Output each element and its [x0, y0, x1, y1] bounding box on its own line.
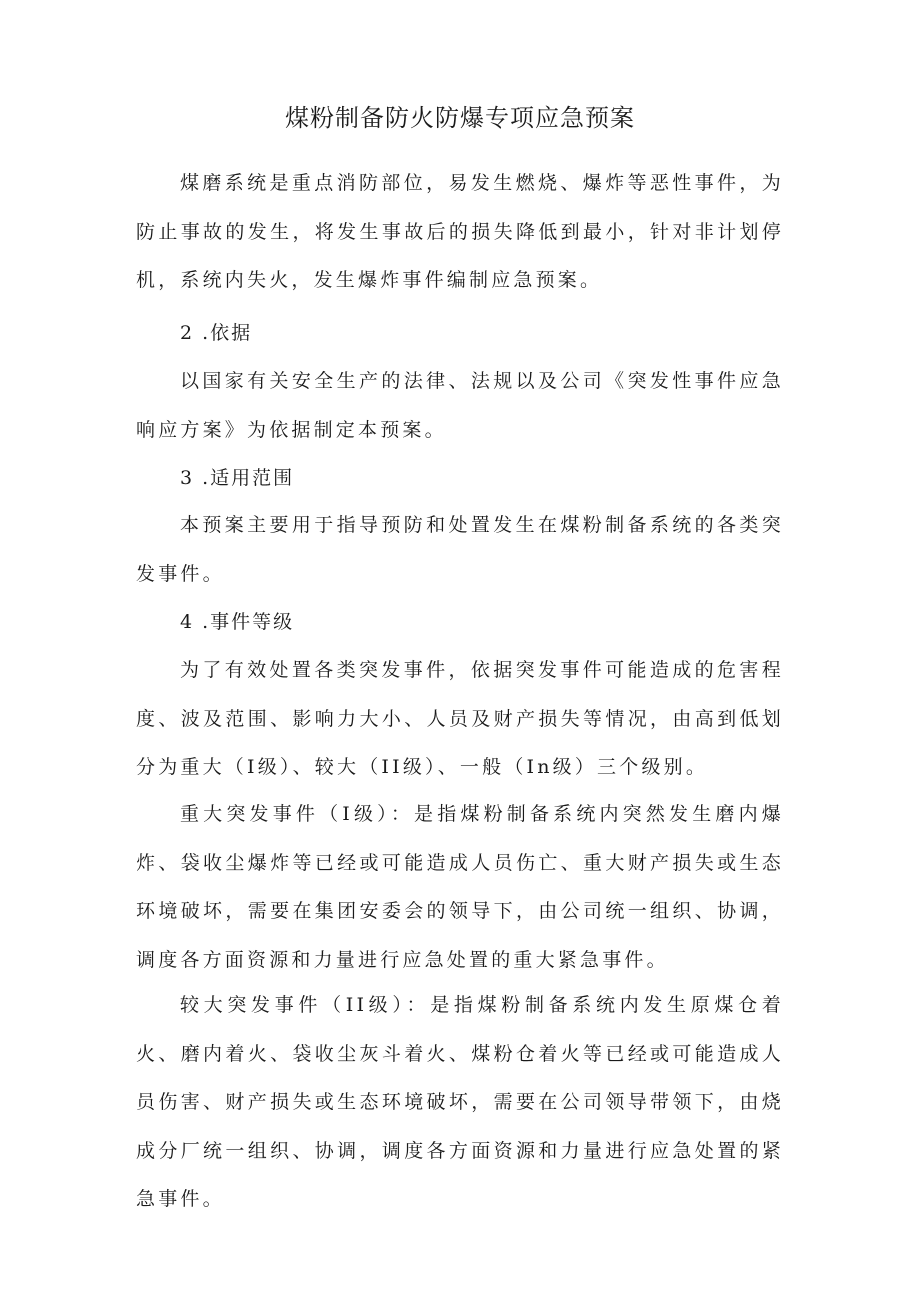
level-2-paragraph: 较大突发事件（II级）：是指煤粉制备系统内发生原煤仓着火、磨内着火、袋收尘灰斗着火、煤粉仓着火等已经或可能造成人员伤害、财产损失或生态环境破坏，需要在公司领导带领下，由烧成分厂统一组织、协调，调度各方面资源和力量进行应急处置的紧急事件。 [136, 994, 784, 1210]
section-2-paragraph: 以国家有关安全生产的法律、法规以及公司《突发性事件应急响应方案》为依据制定本预案。 [136, 370, 784, 441]
level-1-paragraph: 重大突发事件（I级）：是指煤粉制备系统内突然发生磨内爆炸、袋收尘爆炸等已经或可能造成人员伤亡、重大财产损失或生态环境破坏，需要在集团安委会的领导下，由公司统一组织、协调，调度各方面资源和力量进行应急处置的重大紧急事件。 [136, 803, 784, 971]
section-3-heading: 3 .适用范围 [180, 467, 295, 489]
intro-paragraph: 煤磨系统是重点消防部位，易发生燃烧、爆炸等恶性事件，为防止事故的发生，将发生事故后的损失降低到最小，针对非计划停机，系统内失火，发生爆炸事件编制应急预案。 [136, 172, 784, 291]
document-title: 煤粉制备防火防爆专项应急预案 [285, 104, 635, 132]
section-2-heading: 2 .依据 [180, 322, 253, 344]
section-4-paragraph: 为了有效处置各类突发事件，依据突发事件可能造成的危害程度、波及范围、影响力大小、人员及财产损失等情况，由高到低划分为重大（I级）、较大（II级）、一般（In级）三个级别。 [136, 659, 784, 778]
section-3-paragraph: 本预案主要用于指导预防和处置发生在煤粉制备系统的各类突发事件。 [136, 514, 784, 585]
section-4-heading: 4 .事件等级 [180, 611, 295, 633]
